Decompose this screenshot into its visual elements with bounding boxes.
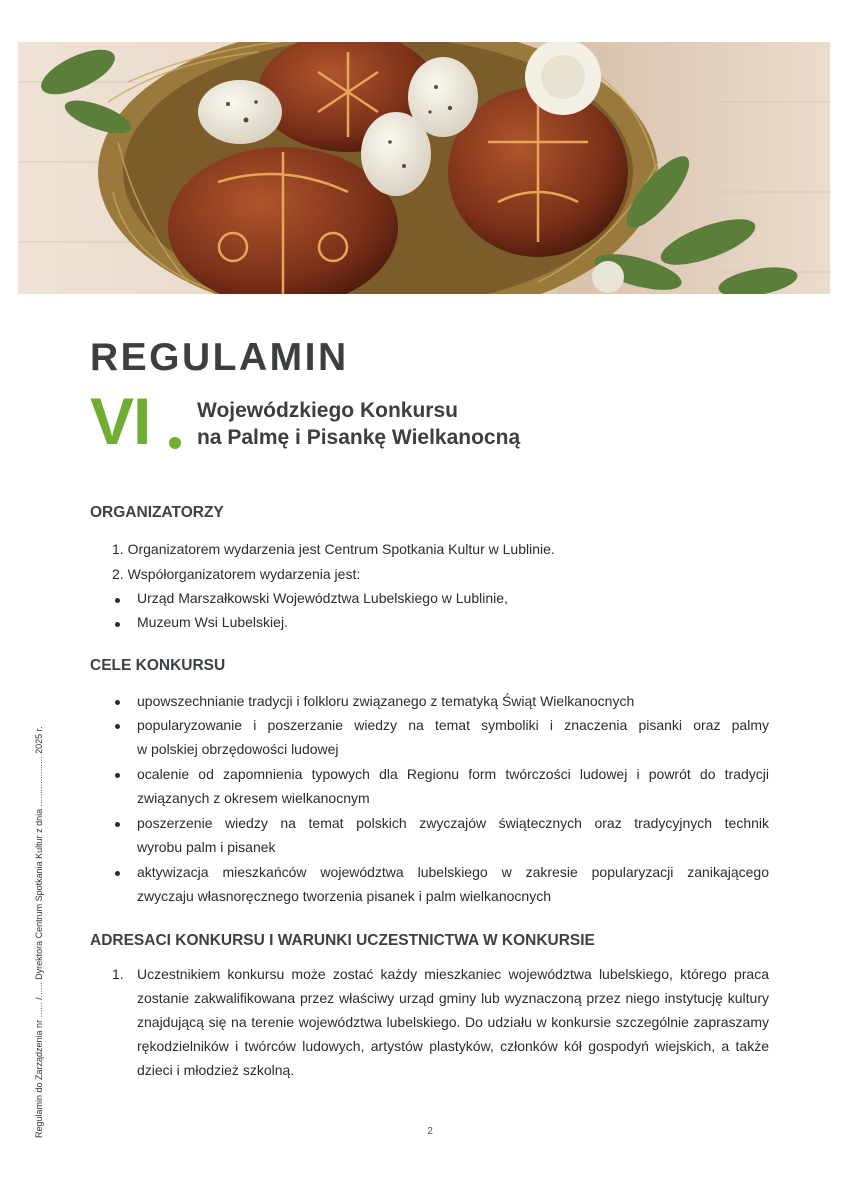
numeral-dot (169, 437, 181, 449)
goal-item (137, 713, 769, 761)
goal-item-line: związanych z okresem wielkanocnym (137, 790, 370, 806)
document-title: REGULAMIN (90, 336, 349, 379)
goal-item (137, 811, 769, 859)
goal-item (137, 762, 769, 810)
goal-item-line: popularyzowanie i poszerzanie wiedzy na temat symboliki i znaczenia pisanki oraz palmy (137, 717, 769, 733)
subtitle-line-2: na Palmę i Pisankę Wielkanocną (197, 426, 521, 449)
list-marker: 1. (112, 966, 124, 982)
bullet-point (115, 622, 120, 627)
bullet-point (115, 724, 120, 729)
goal-item-line: ocalenie od zapomnienia typowych dla Regionu form twórczości ludowej i powrót do tradycji (137, 766, 769, 782)
subtitle-line-1: Wojewódzkiego Konkursu (197, 399, 458, 422)
goal-item-line: poszerzenie wiedzy na temat polskich zwyczajów świątecznych oraz tradycyjnych technik (137, 815, 769, 831)
section-heading-organizers: ORGANIZATORZY (90, 504, 224, 521)
list-item-text: Współorganizatorem wydarzenia jest: (127, 566, 361, 582)
bullet-point (115, 598, 120, 603)
list-item (112, 541, 555, 557)
bullet-point (115, 871, 120, 876)
page-number: 2 (427, 1126, 433, 1137)
margin-note: Regulamin do Zarządzenia nr ...... /...... Dyrektora Centrum Spotkania Kultur z dnia .................... 2025 r. (34, 726, 44, 1138)
goal-item-line: upowszechnianie tradycji i folkloru związanego z tematyką Świąt Wielkanocnych (137, 693, 635, 709)
sub-list-item: Muzeum Wsi Lubelskiej. (137, 614, 288, 630)
goal-item-line: w polskiej obrzędowości ludowej (137, 741, 339, 757)
bullet-point (115, 773, 120, 778)
list-item-text: Organizatorem wydarzenia jest Centrum Spotkania Kultur w Lublinie. (127, 541, 555, 557)
participants-paragraph: Uczestnikiem konkursu może zostać każdy mieszkaniec województwa lubelskiego, którego praca zostanie zakwalifikowana przez właściwy urząd gminy lub wyznaczoną przez niego instytucję kultury znajdującą się na terenie województwa lubelskiego. Do udziału w konkursie szczególnie zapraszamy rękodzielników i twórców ludowych, artystów plastyków, członków kół gospodyń wiejskich, a także dzieci i młodzież szkolną. (137, 966, 769, 1078)
bullet-point (115, 700, 120, 705)
document-subtitle (197, 397, 520, 451)
goal-item-line: zwyczaju własnoręcznego tworzenia pisanek i palm wielkanocnych (137, 888, 551, 904)
edition-numeral: VI (90, 384, 151, 458)
section-heading-goals: CELE KONKURSU (90, 657, 226, 674)
goal-item-line: wyrobu palm i pisanek (137, 839, 276, 855)
list-marker: 2. (112, 566, 124, 582)
bullet-point (115, 822, 120, 827)
header-image-easter-eggs (18, 42, 830, 294)
goal-item-line: aktywizacja mieszkańców województwa lubelskiego w zakresie popularyzacji zanikającego (137, 864, 769, 880)
sub-list-item: Urząd Marszałkowski Województwa Lubelskiego w Lublinie, (137, 590, 508, 606)
list-item (112, 566, 360, 582)
goal-item (137, 860, 769, 908)
list-marker: 1. (112, 541, 124, 557)
goal-item (137, 689, 769, 713)
section-heading-participants: ADRESACI KONKURSU I WARUNKI UCZESTNICTWA W KONKURSIE (90, 932, 595, 949)
